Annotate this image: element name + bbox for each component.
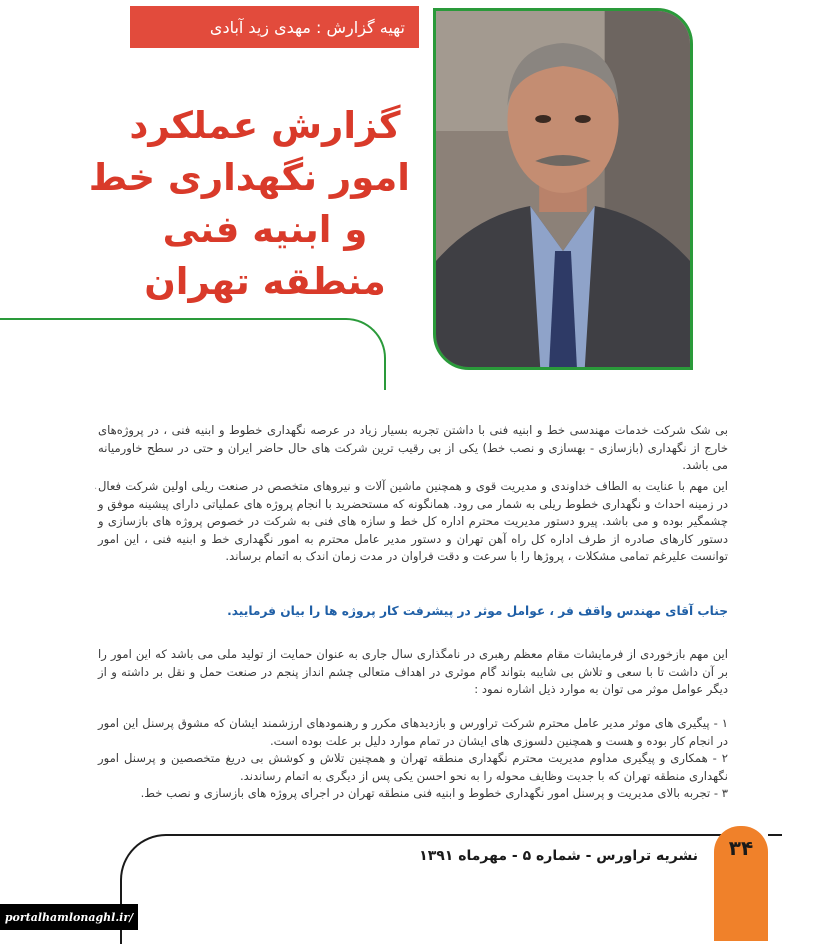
second-paragraph [98, 478, 728, 566]
title-line-4: منطقه تهران [144, 260, 386, 303]
author-credit-bar [130, 6, 419, 48]
title-line-1: گزارش عملکرد [129, 104, 401, 147]
margin-mark: · [94, 484, 98, 495]
portrait-photo [433, 8, 693, 370]
title-line-3: و ابنیه فنی [162, 208, 368, 251]
page-number: ۳۴ [728, 836, 754, 860]
portrait-illustration [436, 11, 690, 367]
decorative-green-line [0, 318, 386, 390]
list-item: ۲ - همکاری و پیگیری مداوم مدیریت محترم نگهداری منطقه تهران و همچنین تلاش و کوشش بی دریغ متخصصین و پرسنل امور نگهداری منطقه تهران که با جدیت وظایف محوله را به نحو احسن یکی پس از دیگری به اتمام رساندند. [98, 751, 728, 783]
list-item: ۳ - تجربه بالای مدیریت و پرسنل امور نگهداری خطوط و ابنیه فنی منطقه تهران در اجرای پروژه های بازسازی و نصب خط. [140, 786, 728, 800]
interview-question: جناب آقای مهندس واقف فر ، عوامل موثر در پیشرفت کار پروژه ها را بیان فرمایید. [227, 604, 728, 618]
title-line-2: امور نگهداری خط [88, 156, 410, 199]
portal-watermark[interactable]: portalhamlonaghl.ir/ [0, 904, 138, 930]
paragraph-1: بی شک شرکت خدمات مهندسی خط و ابنیه فنی با داشتن تجربه بسیار زیاد در عرصه نگهداری خطوط و ابنیه فنی ، در پروژه‌های خارج از نگهداری (بازسازی - بهسازی و نصب خط) یکی از بی رقیب ترین شرکت های حال حاضر ایران و حتی در سطح خاورمیانه می باشد. [98, 423, 728, 472]
footer-line [768, 834, 782, 836]
factors-list [98, 715, 728, 803]
intro-paragraph [98, 422, 728, 475]
paragraph-2: این مهم با عنایت به الطاف خداوندی و مدیریت قوی و همچنین ماشین آلات و نیروهای متخصص در صنعت ریلی اولین شرکت فعال در زمینه احداث و نگهداری خطوط ریلی به شمار می رود. همانگونه که مستحضرید با انجام پروژه های عملیاتی دارای پیشینه موفق و چشمگیر بوده و می باشد. پیرو دستور مدیریت محترم اداره کل خط و سازه های فنی به شرکت در خصوص پروژه های بازسازی و دستور کارهای صادره از طرف اداره کل راه آهن تهران و دستور مدیر عامل محترم به امور نگهداری خط و ابنیه فنی ، این امور توانست علیرغم تمامی مشکلات ، پروژها را با سرعت و دقت فراوان در مدت زمان اندک به اتمام برساند. [98, 479, 728, 563]
answer-paragraph [98, 646, 728, 699]
author-credit: تهیه گزارش : مهدی زید آبادی [209, 17, 405, 37]
paragraph-3: این مهم بازخوردی از فرمایشات مقام معظم رهبری در نامگذاری سال جاری به عنوان حمایت از تولید ملی می باشد که این امور را بر آن داشت تا با سعی و تلاش بی شایبه بتواند گام موثری در اهداف متعالی چشم انداز پنجم در صنعت حمل و نقل بر داشته و از دیگر عوامل موثر می توان به موارد ذیل اشاره نمود : [98, 647, 728, 696]
publication-issue: نشریه تراورس - شماره ۵ - مهرماه ۱۳۹۱ [419, 848, 698, 864]
list-item: ۱ - پیگیری های موثر مدیر عامل محترم شرکت تراورس و بازدیدهای مکرر و رهنمودهای ارزشمند ایشان که مشوق پرسنل این امور در انجام کار بوده و هست و همچنین دلسوزی های ایشان در تمام موارد دلیل بر علت بوده است. [98, 716, 728, 748]
article-title [88, 100, 410, 308]
